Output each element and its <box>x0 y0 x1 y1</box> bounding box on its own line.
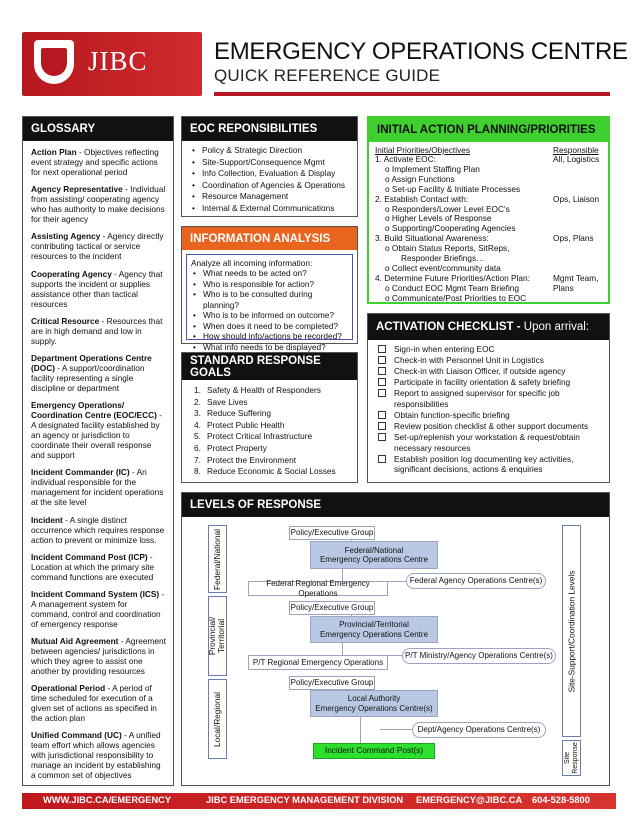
checkbox[interactable] <box>378 356 386 364</box>
side-label-site-response: Site Response <box>562 740 581 776</box>
checklist-label: Sign-in when entering EOC <box>394 344 495 354</box>
list-item: • When does it need to be completed? <box>193 321 348 332</box>
activation-checklist <box>368 340 609 475</box>
information-analysis-panel <box>181 226 358 352</box>
checklist-label: Report to assigned supervisor for specific job responsibilities <box>394 388 560 409</box>
iap-responsible-entry: Ops, Plans <box>553 233 594 244</box>
iap-line: o Higher Levels of Response <box>385 213 492 224</box>
glossary-definition: - A support/coordination facility representing a single discipline or department <box>31 362 145 393</box>
iap-line: o Obtain Status Reports, SitReps, <box>385 243 510 254</box>
list-item: • Resource Management <box>192 191 357 203</box>
iap-responsible-entry: Mgmt Team, <box>553 272 599 283</box>
checkbox[interactable] <box>378 367 386 375</box>
checkbox[interactable] <box>378 422 386 430</box>
glossary-entry <box>31 269 167 309</box>
glossary-term: Mutual Aid Agreement <box>31 636 119 647</box>
glossary-entry <box>31 353 167 393</box>
glossary-term: Emergency Operations/ Coordination Centre (EOC/ECC) <box>31 400 157 421</box>
glossary-entry <box>31 231 167 261</box>
list-item: 5. Protect Critical Infrastructure <box>194 431 313 442</box>
checklist-item <box>378 432 609 453</box>
checklist-label: Establish position log documenting key activities, significant decisions, actions & enquiries <box>394 453 574 475</box>
iap-line: 4. Determine Future Priorities/Action Plan: <box>375 272 530 283</box>
glossary-list <box>23 141 173 780</box>
pt-ministry-agency-box: P/T Ministry/Agency Operations Centre(s) <box>402 648 556 664</box>
glossary-term: Incident Command Post (ICP) <box>31 551 148 562</box>
glossary-definition: - An individual responsible for the management for incident operations at the site level <box>31 467 164 508</box>
glossary-definition: - A management system for command, control and coordination of emergency response <box>31 588 165 629</box>
list-item: 8. Reduce Economic & Social Losses <box>194 466 336 477</box>
iap-responsible-entry: All, Logistics <box>553 154 600 164</box>
glossary-term: Cooperating Agency <box>31 268 112 279</box>
activation-heading: ACTIVATION CHECKLIST - Upon arrival: <box>368 314 609 340</box>
glossary-term: Operational Period <box>31 683 106 694</box>
glossary-term: Incident Commander (IC) <box>31 467 130 478</box>
eoc-responsibilities-panel <box>181 116 358 217</box>
policy-executive-group-local: Policy/Executive Group <box>289 676 375 690</box>
provincial-eoc-box: Provincial/Territorial Emergency Operations Centre <box>310 616 438 643</box>
glossary-entry <box>31 589 167 629</box>
checklist-item <box>378 366 609 377</box>
initial-action-planning-panel <box>367 116 610 304</box>
glossary-term: Incident <box>31 514 63 525</box>
list-item: 3. Reduce Suffering <box>194 408 271 419</box>
glossary-definition: - A unified team effort which allows agencies with jurisdictional responsibility to manage an incident by establishing a common set of objectives <box>31 730 161 781</box>
eoc-list <box>182 141 357 214</box>
logo-text: JIBC <box>88 46 148 76</box>
checkbox[interactable] <box>378 389 386 397</box>
glossary-definition: - Resources that are in high demand and low in supply. <box>31 315 163 346</box>
side-label-local: Local/Regional <box>208 679 227 759</box>
glossary-entry <box>31 552 167 582</box>
footer-phone: 604-528-5800 <box>532 795 590 805</box>
iap-responsible-entry: Ops, Liaison <box>553 193 600 204</box>
checkbox[interactable] <box>378 378 386 386</box>
iap-line: o Conduct EOC Mgmt Team Briefing <box>385 282 520 293</box>
footer-website-link[interactable]: WWW.JIBC.CA/EMERGENCY <box>43 795 172 805</box>
list-item: 6. Protect Property <box>194 442 267 453</box>
checklist-label: Participate in facility orientation & safety briefing <box>394 377 571 388</box>
eoc-heading: EOC REPONSIBILITIES <box>182 117 357 141</box>
list-item: • Internal & External Communications <box>192 203 357 215</box>
federal-agency-operations-box: Federal Agency Operations Centre(s) <box>406 573 546 589</box>
iap-line: o Collect event/community data <box>385 262 501 273</box>
iap-responsible-header: Responsible <box>553 145 599 155</box>
checklist-label: Check-in with Personnel Unit in Logistics <box>394 355 544 366</box>
info-intro: Analyze all incoming information: <box>191 258 313 268</box>
iap-line: o Supporting/Cooperating Agencies <box>385 223 516 234</box>
list-item: • Who is to be consulted during planning? <box>193 289 348 310</box>
glossary-definition: - Agreement between agencies/ jurisdictions in which they agree to assist one another by providing resources <box>31 636 166 677</box>
iap-responsible <box>553 145 609 293</box>
policy-executive-group-federal: Policy/Executive Group <box>289 526 375 540</box>
checkbox[interactable] <box>378 345 386 353</box>
activation-checklist-panel <box>367 313 610 483</box>
checklist-item <box>378 388 609 409</box>
iap-line: o Set-up Facility & Initiate Processes <box>385 183 521 194</box>
list-item: • Site-Support/Consequence Mgmt <box>192 157 357 169</box>
list-item: 4. Protect Public Health <box>194 419 285 430</box>
list-item: • Who is responsible for action? <box>193 279 348 290</box>
glossary-term: Assisting Agency <box>31 231 101 242</box>
standard-response-goals-panel <box>181 352 358 483</box>
iap-line: 3. Build Situational Awareness: <box>375 233 489 244</box>
policy-executive-group-provincial: Policy/Executive Group <box>289 601 375 615</box>
list-item: • Coordination of Agencies & Operations <box>192 180 357 192</box>
local-authority-eoc-box: Local Authority Emergency Operations Centre(s) <box>310 690 438 717</box>
incident-command-post-box: Incident Command Post(s) <box>313 743 435 759</box>
glossary-heading: GLOSSARY <box>23 117 173 141</box>
checkbox[interactable] <box>378 455 386 463</box>
checkbox[interactable] <box>378 433 386 441</box>
glossary-entry <box>31 515 167 545</box>
side-label-federal: Federal/National <box>208 525 227 593</box>
iap-line: 2. Establish Contact with: <box>375 193 469 204</box>
iap-responsible-entry: Plans <box>553 282 574 293</box>
checklist-item <box>378 454 609 475</box>
glossary-entry <box>31 147 167 177</box>
glossary-panel <box>22 116 174 786</box>
glossary-term: Critical Resource <box>31 315 100 326</box>
glossary-entry <box>31 636 167 676</box>
header-divider <box>214 92 610 96</box>
info-list <box>191 268 348 352</box>
checklist-item <box>378 421 609 432</box>
glossary-entry <box>31 683 167 723</box>
checklist-label: Review position checklist & other support documents <box>394 421 589 432</box>
goals-list <box>182 380 357 478</box>
federal-eoc-box: Federal/National Emergency Operations Centre <box>310 541 438 569</box>
iap-body <box>369 142 608 307</box>
footer-bar <box>22 793 616 809</box>
levels-heading: LEVELS OF RESPONSE <box>182 493 609 517</box>
glossary-entry <box>31 730 167 780</box>
list-item: • Who is to be informed on outcome? <box>193 310 348 321</box>
glossary-entry <box>31 184 167 224</box>
glossary-term: Agency Representative <box>31 184 123 195</box>
checklist-item <box>378 344 609 355</box>
iap-objectives-header: Initial Priorities/Objectives <box>375 145 470 155</box>
iap-line: o Responders/Lower Level EOC's <box>385 203 510 214</box>
glossary-definition: - Agency that supports the incident or supplies assistance other than tactical resources <box>31 268 163 309</box>
glossary-term: Action Plan <box>31 147 77 157</box>
page-subtitle: QUICK REFERENCE GUIDE <box>214 66 441 85</box>
checklist-label: Check-in with Liaison Officer, if outside agency <box>394 366 566 377</box>
glossary-definition: - Agency directly contributing tactical or service resources to the incident <box>31 231 164 262</box>
list-item: • Info Collection, Evaluation & Display <box>192 168 357 180</box>
checklist-label: Obtain function-specific briefing <box>394 409 510 420</box>
glossary-definition: - Individual from assisting/ cooperating agency who has authority to make decisions for their agency <box>31 184 166 225</box>
iap-line: o Communicate/Post Priorities to EOC <box>385 292 527 303</box>
list-item: 2. Save Lives <box>194 396 248 407</box>
footer-email-link[interactable]: EMERGENCY@JIBC.CA <box>416 795 523 805</box>
glossary-definition: - A designated facility established by an agency or jurisdiction to coordinate their overall response and support <box>31 410 162 461</box>
glossary-term: Incident Command System (ICS) <box>31 588 160 599</box>
pt-regional-operations-box: P/T Regional Emergency Operations <box>248 655 388 670</box>
glossary-definition: - Location at which the primary site command functions are executed <box>31 551 155 582</box>
glossary-term: Department Operations Centre (DOC) <box>31 352 152 373</box>
footer-division: JIBC EMERGENCY MANAGEMENT DIVISION <box>206 795 404 805</box>
glossary-definition: - A single distinct occurrence which requires response action to prevent or minimize loss. <box>31 514 165 545</box>
iap-line: Responder Briefings… <box>401 253 485 264</box>
federal-regional-operations-box: Federal Regional Emergency Operations <box>248 581 388 596</box>
list-item: 1. Safety & Health of Responders <box>194 385 321 395</box>
list-item: • Policy & Strategic Direction <box>192 145 357 157</box>
levels-of-response-panel <box>181 492 610 786</box>
glossary-entry <box>31 400 167 460</box>
glossary-definition: - A period of time scheduled for execution of a given set of actions as specified in the action plan <box>31 683 157 724</box>
glossary-term: Unified Command (UC) <box>31 730 122 741</box>
checklist-item <box>378 410 609 421</box>
side-label-site-support: Site-Support/Coordination Levels <box>562 525 581 737</box>
glossary-definition: - Objectives reflecting event strategy and specific actions for next operational period <box>31 147 159 177</box>
checklist-label: Set-up/replenish your workstation & request/obtain necessary resources <box>394 432 580 453</box>
list-item: • How should info/actions be recorded? <box>193 331 348 342</box>
iap-heading: INITIAL ACTION PLANNING/PRIORITIES <box>369 118 608 142</box>
checklist-item <box>378 355 609 366</box>
info-heading: INFORMATION ANALYSIS <box>182 227 357 250</box>
glossary-entry <box>31 316 167 346</box>
list-item: • What info needs to be displayed? <box>193 342 348 353</box>
iap-objectives <box>375 145 550 304</box>
goals-heading: STANDARD RESPONSE GOALS <box>182 353 357 380</box>
iap-line: o Assign Functions <box>385 173 455 184</box>
page-title: EMERGENCY OPERATIONS CENTRE <box>214 38 628 65</box>
info-box <box>186 254 353 352</box>
list-item: • What needs to be acted on? <box>193 268 348 279</box>
glossary-entry <box>31 467 167 507</box>
side-label-provincial: Provincial/ Territorial <box>208 596 227 676</box>
checkbox[interactable] <box>378 411 386 419</box>
iap-line: 1. Activate EOC: <box>375 154 436 164</box>
iap-line: o Implement Staffing Plan <box>385 163 480 174</box>
list-item: 7. Protect the Environment <box>194 454 297 465</box>
jibc-crest-icon <box>34 40 74 84</box>
checklist-item <box>378 377 609 388</box>
dept-agency-operations-box: Dept/Agency Operations Centre(s) <box>412 722 546 738</box>
